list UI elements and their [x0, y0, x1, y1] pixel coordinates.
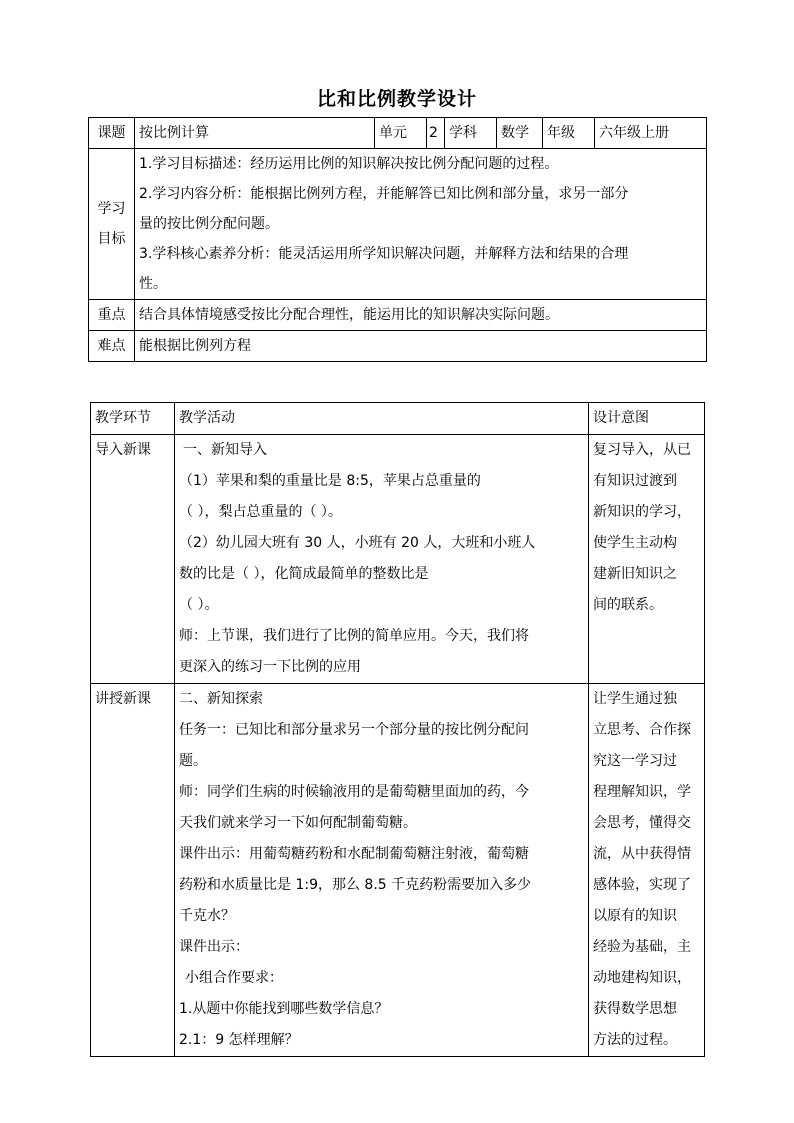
header-activity: 教学活动	[175, 403, 589, 435]
intent-line: 以原有的知识	[593, 908, 677, 924]
activity-line: 师：上节课，我们进行了比例的简单应用。今天，我们将	[179, 628, 529, 644]
activity-line: 任务一：已知比和部分量求另一个部分量的按比例分配问	[179, 722, 529, 738]
intro-intent	[589, 435, 705, 684]
activity-line: （2）幼儿园大班有 30 人，小班有 20 人，大班和小班人	[179, 535, 536, 551]
header-phase: 教学环节	[91, 403, 175, 435]
course-value: 按比例计算	[135, 118, 375, 149]
explore-intent	[589, 684, 705, 1057]
activity-line: 千克水？	[179, 908, 235, 924]
intent-line: 立思考、合作探	[593, 722, 691, 738]
header-intent: 设计意图	[589, 403, 705, 435]
activity-line: 一、新知导入	[183, 442, 267, 458]
intent-line: 动地建构知识，	[593, 970, 691, 986]
activity-line: （ ）。	[179, 597, 219, 613]
difficulty-value: 能根据比例列方程	[135, 331, 707, 362]
goal-line: 性。	[139, 276, 167, 292]
teaching-header-row	[91, 403, 705, 435]
grade-label: 年级	[543, 118, 595, 149]
course-label: 课题	[89, 118, 135, 149]
intent-line: 有知识过渡到	[593, 473, 677, 489]
key-point-value: 结合具体情境感受按比分配合理性，能运用比的知识解决实际问题。	[135, 300, 707, 331]
teaching-process-table	[90, 402, 705, 1057]
activity-line: 师：同学们生病的时候输液用的是葡萄糖里面加的药，今	[179, 784, 529, 800]
activity-line: 题。	[179, 753, 207, 769]
intent-line: 让学生通过独	[593, 691, 677, 707]
intent-line: 经验为基础，主	[593, 939, 691, 955]
key-point-row	[89, 300, 707, 331]
intent-line: 间的联系。	[593, 597, 663, 613]
intent-line: 建新旧知识之	[593, 566, 677, 582]
intent-line: 感体验，实现了	[593, 877, 691, 893]
activity-line: （ ），梨占总重量的（ ）。	[179, 504, 342, 520]
activity-line: 数的比是（ ），化简成最简单的整数比是	[179, 566, 429, 582]
goals-label	[89, 149, 135, 300]
course-row	[89, 118, 707, 149]
subject-label: 学科	[445, 118, 497, 149]
subject-value: 数学	[497, 118, 543, 149]
unit-label: 单元	[375, 118, 427, 149]
document-title: 比和比例教学设计	[316, 88, 477, 110]
difficulty-row	[89, 331, 707, 362]
activity-line: 1.从题中你能找到哪些数学信息？	[179, 1001, 389, 1017]
goals-content	[135, 149, 707, 300]
intent-line: 使学生主动构	[593, 535, 677, 551]
intent-line: 获得数学思想	[593, 1001, 677, 1017]
intent-line: 方法的过程。	[593, 1032, 677, 1048]
lesson-info-table	[88, 117, 707, 362]
intent-line: 程理解知识，学	[593, 784, 691, 800]
activity-line: 药粉和水质量比是 1:9，那么 8.5 千克药粉需要加入多少	[179, 877, 532, 893]
goals-row	[89, 149, 707, 300]
intent-line: 流，从中获得情	[593, 846, 691, 862]
unit-value: 2	[427, 118, 445, 149]
grade-value: 六年级上册	[595, 118, 707, 149]
intent-line: 复习导入，从已	[593, 442, 691, 458]
goal-line: 3.学科核心素养分析：能灵活运用所学知识解决问题，并解释方法和结果的合理	[139, 246, 629, 262]
difficulty-label: 难点	[89, 331, 135, 362]
explore-row	[91, 684, 705, 1057]
activity-line: 天我们就来学习一下如何配制葡萄糖。	[179, 815, 417, 831]
activity-line: 课件出示：用葡萄糖药粉和水配制葡萄糖注射液，葡萄糖	[179, 846, 529, 862]
intent-line: 究这一学习过	[593, 753, 677, 769]
goal-line: 量的按比例分配问题。	[139, 216, 279, 232]
explore-activity	[175, 684, 589, 1057]
intro-phase: 导入新课	[91, 435, 175, 684]
goals-label-line-1: 学习	[97, 201, 126, 217]
activity-line: 2.1：9 怎样理解？	[179, 1032, 299, 1048]
goals-label-line-2: 目标	[97, 231, 126, 247]
key-point-label: 重点	[89, 300, 135, 331]
activity-line: 课件出示：	[179, 939, 249, 955]
intro-row	[91, 435, 705, 684]
explore-phase: 讲授新课	[91, 684, 175, 1057]
goal-line: 2.学习内容分析：能根据比例列方程，并能解答已知比例和部分量，求另一部分	[139, 186, 629, 202]
intent-line: 会思考，懂得交	[593, 815, 691, 831]
intro-activity	[175, 435, 589, 684]
intent-line: 新知识的学习，	[593, 504, 691, 520]
activity-line: 二、新知探索	[179, 691, 263, 707]
goal-line: 1.学习目标描述：经历运用比例的知识解决按比例分配问题的过程。	[139, 156, 559, 172]
activity-line: 小组合作要求：	[185, 970, 283, 986]
activity-line: （1）苹果和梨的重量比是 8:5，苹果占总重量的	[179, 473, 481, 489]
activity-line: 更深入的练习一下比例的应用	[179, 659, 361, 675]
